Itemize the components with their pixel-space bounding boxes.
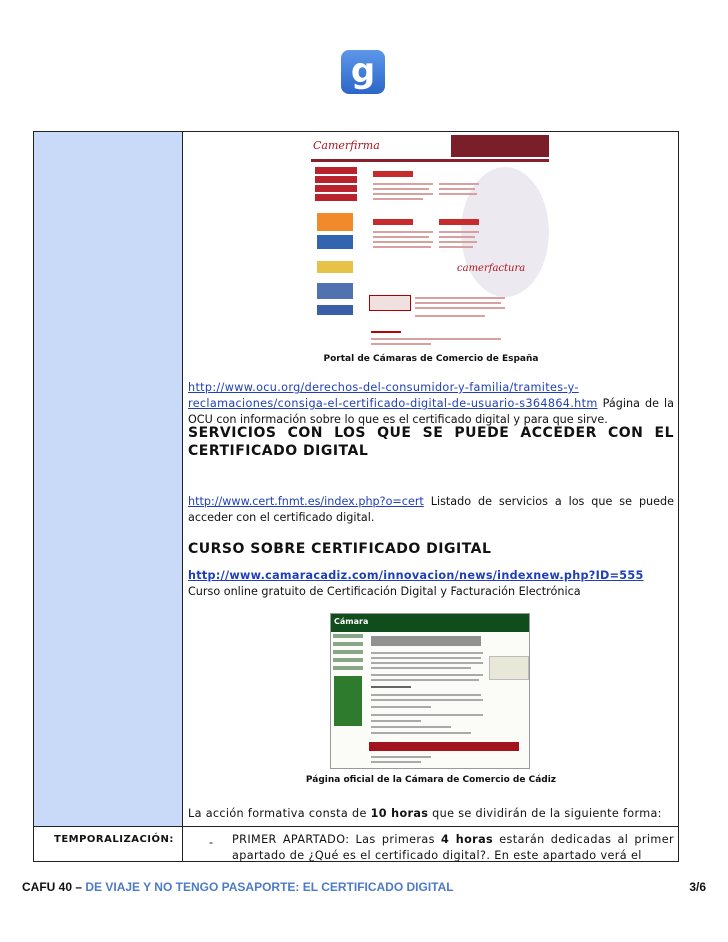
cadiz-sidebar [333,634,363,674]
services-paragraph [188,494,674,526]
fnmt-link[interactable]: http://www.cert.fnmt.es/index.php?o=cert [188,495,424,508]
temporalizacion-label: TEMPORALIZACIÓN: [54,834,174,845]
camara-cadiz-caption: Página oficial de la Cámara de Comercio de Cádiz [305,775,557,785]
camerfirma-screenshot [311,135,549,353]
camerfirma-caption: Portal de Cámaras de Comercio de España [323,354,539,364]
logo-letter: g [350,51,376,91]
cadiz-red-banner [369,742,519,751]
course-paragraph [188,568,674,600]
table-left-column [34,132,183,826]
page-number: 3/6 [689,880,706,894]
services-description: Listado de servicios a los que se puede acceder con el certificado digital. [188,495,674,524]
ocu-link[interactable]: http://www.ocu.org/derechos-del-consumidor-y-familia/tramites-y-reclamaciones/consiga-el-certificado-digital-de-usuario-s364864.htm [188,381,598,410]
course-heading: CURSO SOBRE CERTIFICADO DIGITAL [188,541,492,557]
cadiz-side-ad [489,656,529,680]
temporalizacion-label-cell [34,827,183,862]
camaracadiz-link[interactable]: http://www.camaracadiz.com/innovacion/news/indexnew.php?ID=555 [188,569,644,582]
footer-title: DE VIAJE Y NO TENGO PASAPORTE: EL CERTIFICADO DIGITAL [85,880,454,894]
screenshot-menu [315,167,357,203]
camara-cadiz-screenshot [330,613,530,769]
temporalizacion-intro: La acción formativa consta de 10 horas que se dividirán de la siguiente forma: [188,807,662,820]
course-description: Curso online gratuito de Certificación Digital y Facturación Electrónica [188,585,581,598]
list-bullet: - [209,836,214,849]
document-logo [341,50,385,94]
ocu-paragraph [188,380,674,428]
services-heading: SERVICIOS CON LOS QUE SE PUEDE ACCEDER CON EL CERTIFICADO DIGITAL [188,425,674,459]
ocu-description: Página de la OCU con información sobre lo que es el certificado digital y para que sirve. [188,397,674,426]
first-section-item: PRIMER APARTADO: Las primeras 4 horas estarán dedicadas al primer apartado de ¿Qué es el certificado digital?. En este apartado verá el [232,833,674,862]
footer-prefix: CAFU 40 – [22,880,86,894]
page-footer [22,880,706,894]
header-strip [451,135,549,157]
camerfactura-logo: camerfactura [457,263,526,274]
generalitat-box [369,295,411,311]
camerfirma-logo: Camerfirma [313,139,380,152]
camara-logo: Cámara [334,617,369,626]
course-title-block [371,636,481,646]
